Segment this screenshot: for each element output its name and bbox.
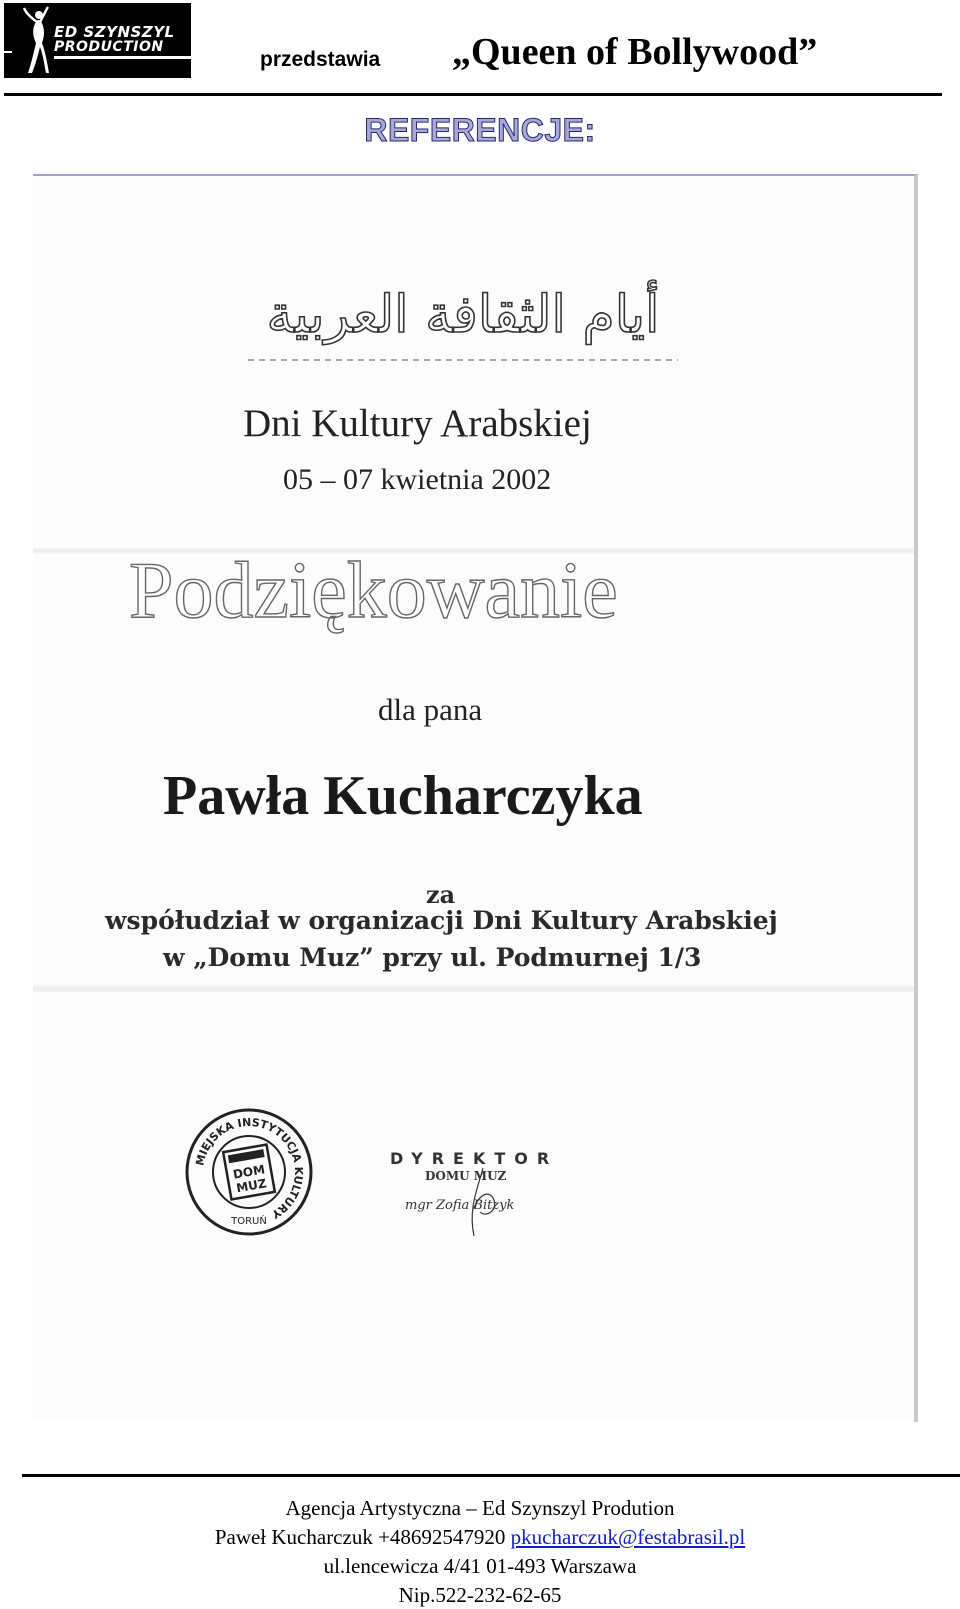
header-rule xyxy=(4,93,942,96)
thanks-heading: Podziękowanie xyxy=(129,547,618,635)
company-logo xyxy=(4,3,191,78)
event-name: Dni Kultury Arabskiej xyxy=(243,402,592,445)
svg-text:TORUŃ: TORUŃ xyxy=(231,1216,267,1227)
signatory-organization: DOMU MUZ xyxy=(425,1169,507,1183)
section-title: REFERENCJE: xyxy=(364,112,596,148)
reason-prefix: za xyxy=(426,880,456,909)
presents-label: przedstawia xyxy=(260,48,381,71)
dancer-logo-icon xyxy=(10,5,54,75)
signatory-title: DYREKTOR xyxy=(390,1149,559,1168)
certificate-scan xyxy=(33,174,918,1422)
signatory-name: mgr Zofia Bitzyk xyxy=(405,1198,515,1213)
svg-text:أيام الثقافة العربية: أيام الثقافة العربية xyxy=(266,285,660,345)
logo-text-line1: ED SZYNSZYL xyxy=(54,23,175,41)
footer-address: ul.lencewicza 4/41 01-493 Warszawa xyxy=(323,1554,637,1578)
footer-phone: Paweł Kucharczuk +48692547920 xyxy=(214,1525,506,1549)
footer-email-link[interactable]: pkucharczuk@festabrasil.pl xyxy=(510,1525,746,1549)
show-title: „Queen of Bollywood” xyxy=(452,31,818,73)
footer-tax-id: Nip.522-232-62-65 xyxy=(398,1583,562,1607)
recipient-name: Pawła Kucharczyka xyxy=(163,765,643,827)
svg-text:MUZ: MUZ xyxy=(235,1176,268,1196)
event-dates: 05 – 07 kwietnia 2002 xyxy=(283,463,552,496)
footer-agency: Agencja Artystyczna – Ed Szynszyl Prodution xyxy=(285,1496,675,1520)
logo-dash xyxy=(4,51,12,53)
recipient-prefix: dla pana xyxy=(378,692,483,727)
logo-rule xyxy=(54,56,191,59)
reason-line-1: współudział w organizacji Dni Kultury Arabskiej xyxy=(105,906,778,935)
logo-text-line2: PRODUCTION xyxy=(54,39,164,55)
institution-stamp-icon xyxy=(183,1106,315,1238)
svg-text:DOM: DOM xyxy=(231,1162,267,1182)
footer-rule xyxy=(22,1474,960,1477)
footer-contact-line xyxy=(0,1523,960,1552)
arabic-calligraphy-icon xyxy=(238,274,688,369)
svg-text:MIEJSKA INSTYTUCJA KULTURY: MIEJSKA INSTYTUCJA KULTURY xyxy=(193,1115,306,1222)
footer-contact xyxy=(0,1494,960,1609)
reason-line-2: w „Domu Muz” przy ul. Podmurnej 1/3 xyxy=(163,943,702,972)
fold-line xyxy=(33,986,914,992)
